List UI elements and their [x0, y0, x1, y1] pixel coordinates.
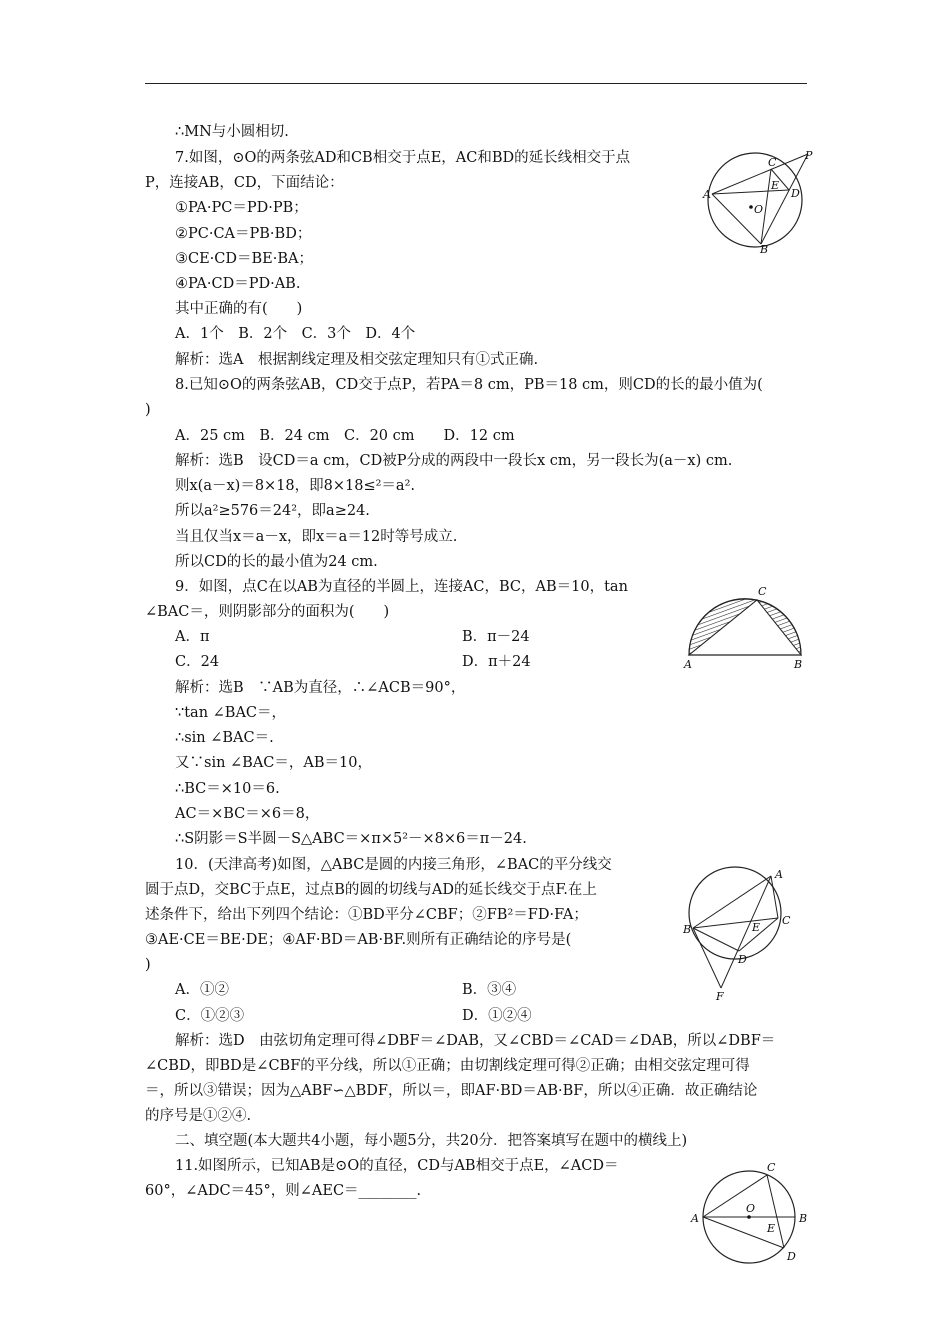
text-line: ∴MN与小圆相切. — [175, 124, 289, 140]
q9-solution: ∵tan ∠BAC＝， — [175, 705, 287, 721]
q8-solution: 所以CD的长的最小值为24 cm. — [175, 554, 378, 570]
q9-figure — [680, 580, 805, 670]
q9-stem-cont: ∠BAC＝，则阴影部分的面积为( ) — [145, 604, 390, 620]
fig11-label: C — [767, 1161, 776, 1174]
q7-options: A．1个 B．2个 C．3个 D．4个 — [175, 326, 416, 342]
q7-claim-2: ②PC·CA＝PB·BD； — [175, 226, 312, 242]
q7-claim-3: ③CE·CD＝BE·BA； — [175, 251, 313, 267]
q8-solution: 解析：选B 设CD＝a cm，CD被P分成的两段中一段长x cm，另一段长为(a－x) cm. — [175, 453, 733, 469]
section-heading: 二、填空题(本大题共4小题，每小题5分，共20分．把答案填写在题中的横线上) — [175, 1133, 688, 1149]
q9-solution: 又∵sin ∠BAC＝，AB＝10， — [175, 755, 372, 771]
q11-stem: 11.如图所示，已知AB是⊙O的直径，CD与AB相交于点E，∠ACD＝ — [175, 1158, 619, 1174]
q9-option-b: B．π－24 — [462, 629, 530, 645]
fig11-label: E — [767, 1222, 776, 1235]
fig10-label: A — [775, 868, 783, 881]
q8-solution: 则x(a－x)＝8×18，即8×18≤²＝a². — [175, 478, 415, 494]
q10-stem-cont: 述条件下，给出下列四个结论：①BD平分∠CBF；②FB²＝FD·FA； — [145, 907, 588, 923]
q8-solution: 当且仅当x＝a－x，即x＝a＝12时等号成立. — [175, 529, 458, 545]
q11-figure — [685, 1158, 815, 1268]
q8-options: A．25 cm B．24 cm C．20 cm D．12 cm — [175, 428, 515, 444]
q7-question: 其中正确的有( ) — [175, 301, 303, 317]
q10-figure — [680, 855, 795, 1005]
q7-claim-1: ①PA·PC＝PD·PB； — [175, 200, 308, 216]
fig9-label: C — [758, 585, 767, 598]
fig9-label: B — [794, 658, 803, 670]
q10-solution: 解析：选D 由弦切角定理可得∠DBF＝∠DAB，又∠CBD＝∠CAD＝∠DAB，所以∠DBF＝ — [175, 1033, 776, 1049]
q9-option-a: A．π — [175, 629, 210, 645]
fig7-label: B — [760, 243, 769, 256]
q9-solution: ∴BC＝×10＝6. — [175, 781, 280, 797]
fig9-label: A — [684, 658, 692, 670]
q10-solution: ∠CBD，即BD是∠CBF的平分线，所以①正确；由切割线定理可得②正确；由相交弦定理可得 — [145, 1058, 750, 1074]
q7-figure — [700, 145, 820, 260]
fig7-label: P — [805, 149, 813, 162]
q10-stem: 10．(天津高考)如图，△ABC是圆的内接三角形，∠BAC的平分线交 — [175, 857, 612, 873]
q7-stem-cont: P，连接AB，CD，下面结论： — [145, 175, 344, 191]
q7-claim-4: ④PA·CD＝PD·AB. — [175, 276, 301, 292]
fig7-label: A — [703, 188, 711, 201]
q10-option-a: A．①② — [175, 982, 229, 998]
fig7-label: D — [791, 187, 800, 200]
q9-option-c: C．24 — [175, 654, 220, 670]
q10-option-d: D．①②④ — [462, 1008, 532, 1024]
q8-stem: 8.已知⊙O的两条弦AB，CD交于点P，若PA＝8 cm，PB＝18 cm，则CD的长的最小值为( — [175, 377, 763, 393]
header-rule — [145, 83, 807, 84]
fig7-label: O — [754, 203, 764, 216]
q9-option-d: D．π＋24 — [462, 654, 531, 670]
q10-stem-cont: 圆于点D，交BC于点E，过点B的圆的切线与AD的延长线交于点F.在上 — [145, 882, 597, 898]
fig10-label: F — [716, 990, 724, 1003]
q9-solution: ∴sin ∠BAC＝. — [175, 730, 274, 746]
q10-option-c: C．①②③ — [175, 1008, 245, 1024]
fig7-label: E — [771, 179, 780, 192]
q10-option-b: B．③④ — [462, 982, 517, 998]
fig10-label: E — [752, 921, 761, 934]
q10-stem-cont: ③AE·CE＝BE·DE；④AF·BD＝AB·BF.则所有正确结论的序号是( — [145, 932, 572, 948]
q9-solution: ∴S阴影＝S半圆－S△ABC＝×π×5²－×8×6＝π－24. — [175, 831, 527, 847]
fig10-label: B — [683, 923, 692, 936]
fig11-label: D — [787, 1250, 796, 1263]
q9-solution: 解析：选B ∵AB为直径，∴∠ACB＝90°， — [175, 680, 466, 696]
fig11-label: A — [691, 1212, 699, 1225]
q8-solution: 所以a²≥576＝24²，即a≥24. — [175, 503, 370, 519]
q10-solution: 的序号是①②④. — [145, 1108, 252, 1124]
q9-solution: AC＝×BC＝×6＝8， — [175, 806, 320, 822]
fig11-label: O — [746, 1202, 756, 1215]
fig7-label: C — [768, 156, 777, 169]
q7-stem: 7.如图，⊙O的两条弦AD和CB相交于点E，AC和BD的延长线相交于点 — [175, 150, 631, 166]
q11-stem-cont: 60°，∠ADC＝45°，则∠AEC＝________. — [145, 1183, 422, 1199]
q9-stem: 9．如图，点C在以AB为直径的半圆上，连接AC，BC，AB＝10，tan — [175, 579, 628, 595]
q10-stem-cont: ) — [145, 957, 151, 973]
fig10-label: C — [782, 914, 791, 927]
q10-solution: ＝，所以③错误；因为△ABF∽△BDF，所以＝，即AF·BD＝AB·BF，所以④正确．故正确结论 — [145, 1083, 758, 1099]
q8-stem-cont: ) — [145, 402, 151, 418]
q7-solution: 解析：选A 根据割线定理及相交弦定理知只有①式正确. — [175, 352, 539, 368]
fig11-label: B — [799, 1212, 808, 1225]
fig10-label: D — [738, 953, 747, 966]
